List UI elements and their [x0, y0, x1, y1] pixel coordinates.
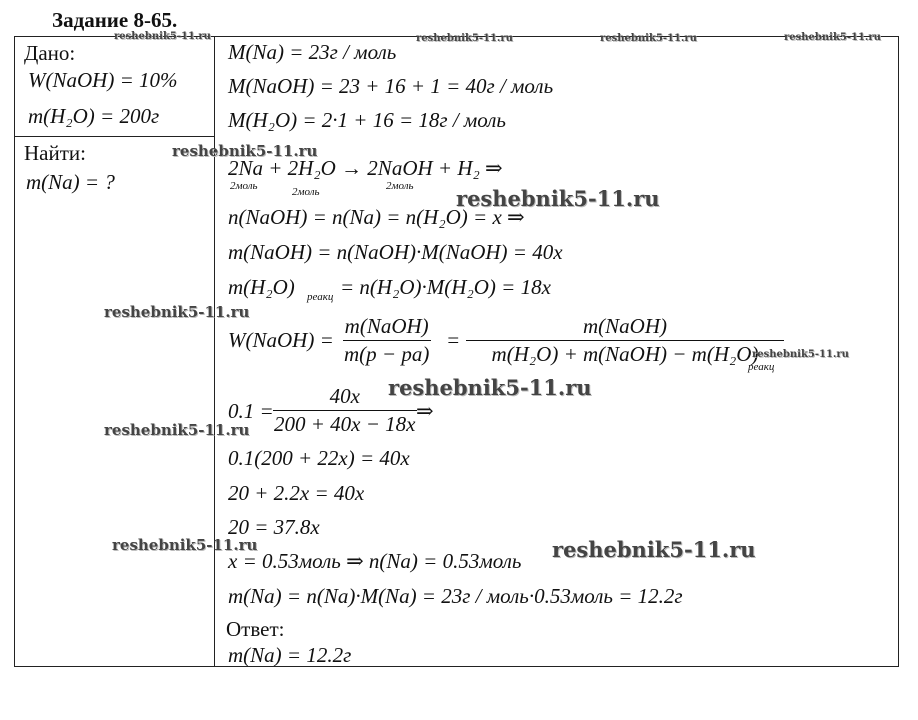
watermark: reshebnik5-11.ru: [172, 142, 318, 160]
mass-fraction-label: W(NaOH) =: [228, 328, 334, 352]
reacted-water-mass-right: = n(H₂O)·M(H₂O) = 18x: [340, 275, 551, 299]
mass-fraction-first-denominator: m(р − ра): [344, 342, 430, 366]
moles-equality: n(NaOH) = n(Na) = n(H₂O) = x ⇒: [228, 205, 525, 229]
reaction-subscript-water: 2моль: [292, 186, 320, 198]
find-heading: Найти:: [24, 141, 86, 165]
mass-fraction-second-numerator: m(NaOH): [466, 314, 784, 341]
watermark: reshebnik5-11.ru: [388, 375, 592, 400]
equation-denominator: 200 + 40x − 18x: [274, 412, 416, 436]
reacted-subscript: реакц: [307, 291, 334, 303]
reaction-subscript-na: 2моль: [230, 180, 258, 192]
equation-step-1: 0.1(200 + 22x) = 40x: [228, 446, 410, 470]
watermark: reshebnik5-11.ru: [600, 33, 697, 44]
watermark: reshebnik5-11.ru: [112, 536, 258, 554]
watermark: reshebnik5-11.ru: [104, 303, 250, 321]
watermark: reshebnik5-11.ru: [456, 186, 660, 211]
watermark: reshebnik5-11.ru: [416, 33, 513, 44]
mass-fraction-second-denominator: m(H₂O) + m(NaOH) − m(H₂O): [491, 342, 759, 366]
reacted-water-mass-left: m(H₂O): [228, 275, 295, 299]
equation-numerator: 40x: [273, 384, 417, 411]
denominator-reacted-subscript: реакц: [748, 361, 775, 373]
given-find-divider: [14, 136, 214, 137]
reaction-subscript-naoh: 2моль: [386, 180, 414, 192]
mass-fraction-second: [466, 314, 784, 367]
watermark: reshebnik5-11.ru: [104, 421, 250, 439]
molar-mass-na: M(Na) = 23г / моль: [228, 40, 397, 64]
task-title: Задание 8-65.: [52, 8, 178, 32]
mass-fraction-first-numerator: m(NaOH): [343, 314, 431, 341]
equation-step-2: 20 + 2.2x = 40x: [228, 481, 365, 505]
molar-mass-naoh: M(NaOH) = 23 + 16 + 1 = 40г / моль: [228, 74, 554, 98]
molar-mass-water: M(H₂O) = 2·1 + 16 = 18г / моль: [228, 108, 506, 132]
equation-left: 0.1 =: [228, 399, 274, 423]
watermark: reshebnik5-11.ru: [114, 31, 211, 42]
given-item-water-mass: m(H₂O) = 200г: [28, 104, 160, 128]
watermark: reshebnik5-11.ru: [552, 537, 756, 562]
find-item-sodium-mass: m(Na) = ?: [26, 170, 115, 194]
implies-arrow: ⇒: [416, 399, 434, 423]
naoh-mass-expression: m(NaOH) = n(NaOH)·M(NaOH) = 40x: [228, 240, 563, 264]
answer-label: Ответ:: [226, 617, 285, 641]
equation-step-3: 20 = 37.8x: [228, 515, 320, 539]
sodium-mass-calculation: m(Na) = n(Na)·M(Na) = 23г / моль·0.53моль = 12.2г: [228, 584, 683, 608]
column-divider: [214, 36, 215, 667]
equals-sign: =: [446, 328, 461, 352]
given-heading: Дано:: [24, 41, 76, 65]
reaction-equation: 2Na + 2H₂O → 2NaOH + H₂ ⇒: [228, 156, 503, 180]
given-item-mass-fraction: W(NaOH) = 10%: [28, 68, 178, 92]
mass-fraction-first: [342, 314, 431, 367]
watermark: reshebnik5-11.ru: [752, 349, 849, 360]
watermark: reshebnik5-11.ru: [784, 32, 881, 43]
moles-result: x = 0.53моль ⇒ n(Na) = 0.53моль: [228, 549, 522, 573]
answer-value: m(Na) = 12.2г: [228, 643, 352, 667]
